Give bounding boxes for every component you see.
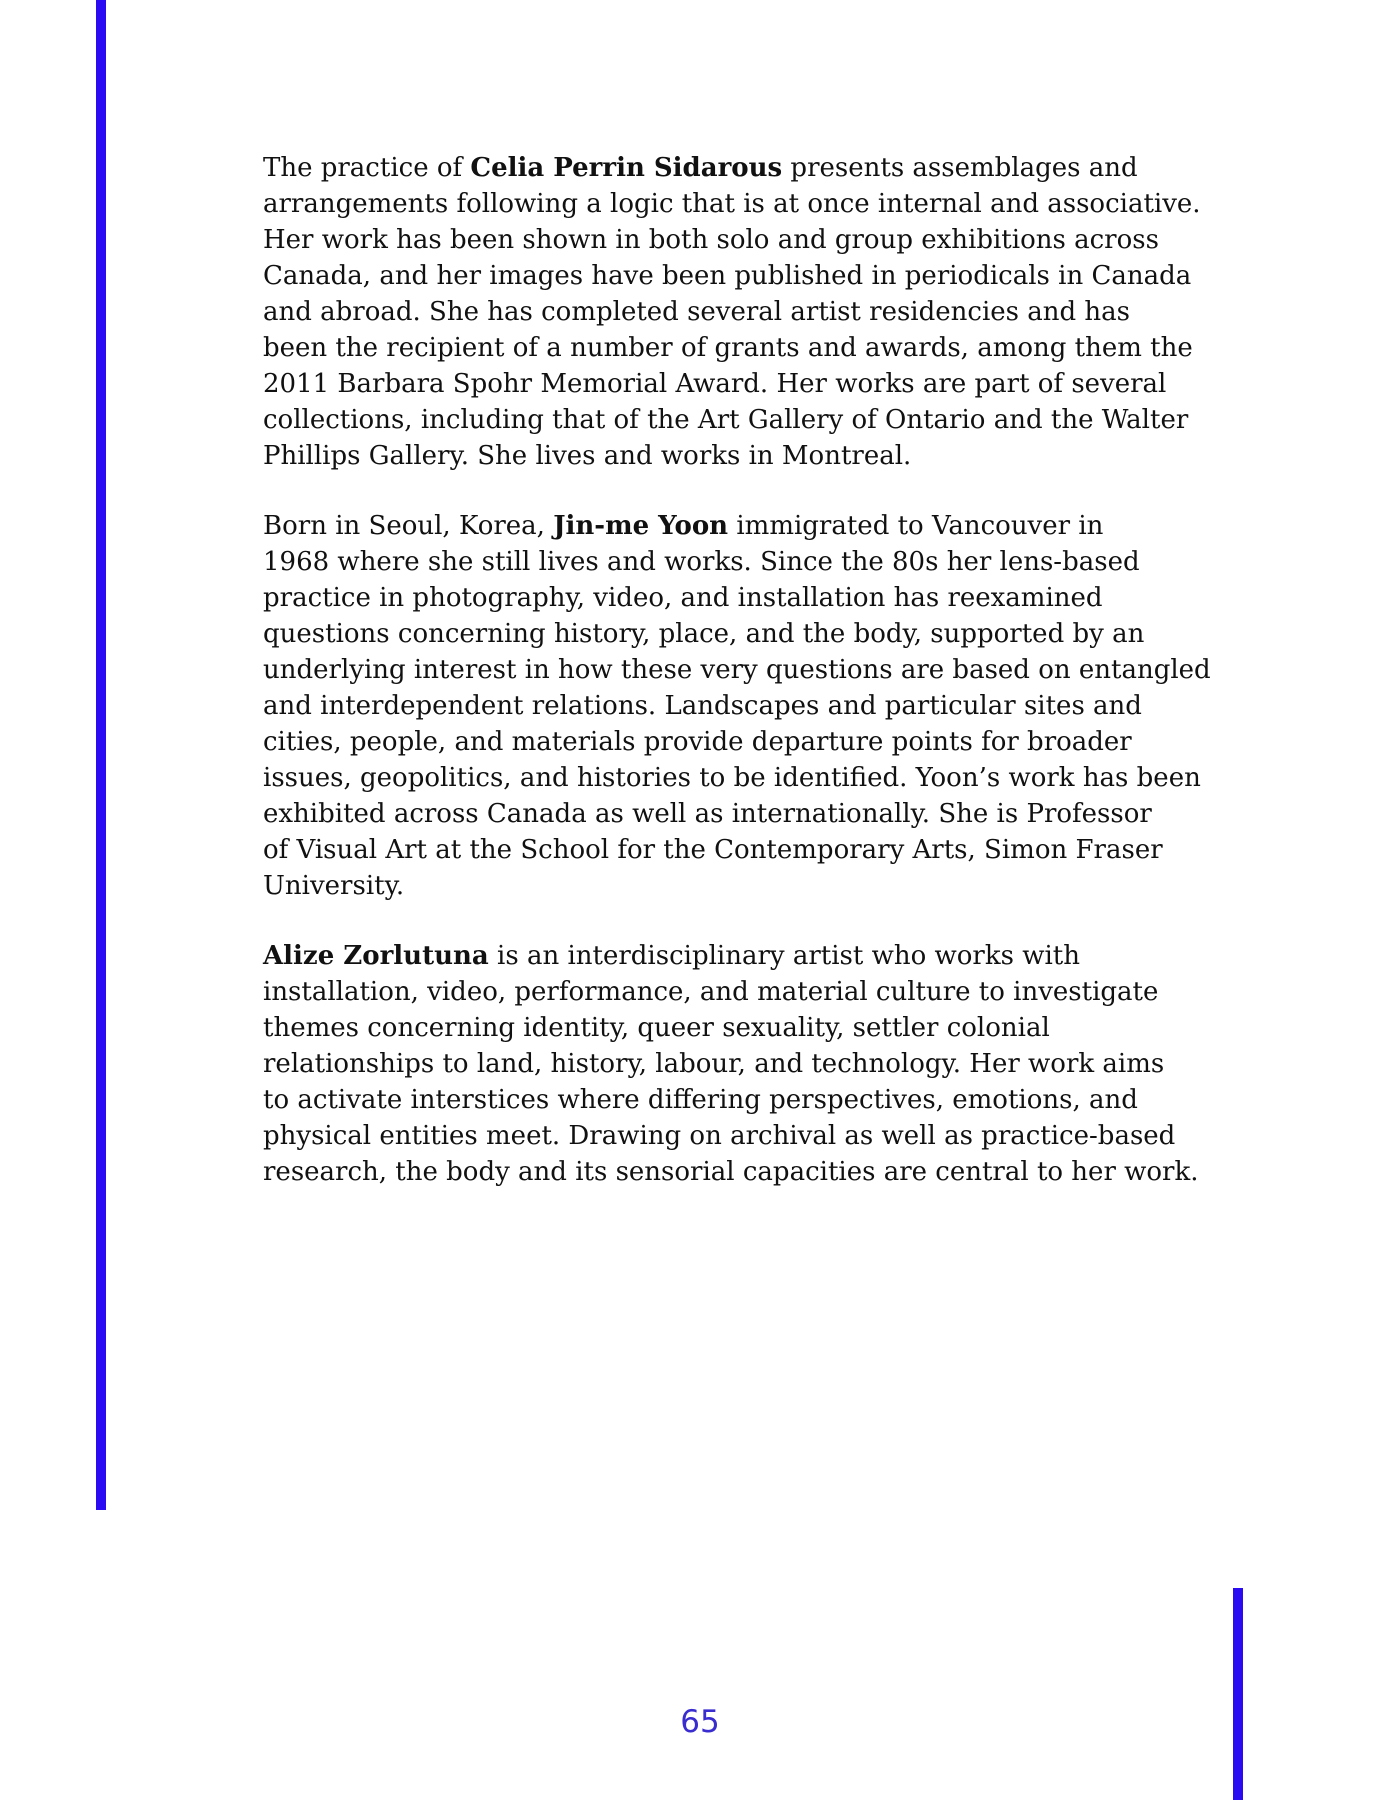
bio-line: cities, people, and materials provide departure points for broader [263,727,1132,757]
artist-name: Alize Zorlutuna [263,941,489,971]
bio-line: and interdependent relations. Landscapes and particular sites and [263,691,1142,721]
bio-line: Canada, and her images have been published in periodicals in Canada [263,261,1192,291]
bio-line: The practice of Celia Perrin Sidarous presents assemblages and [263,153,1138,183]
bio-line: been the recipient of a number of grants and awards, among them the [263,333,1193,363]
bio-line: exhibited across Canada as well as internationally. She is Professor [263,799,1152,829]
bio-line: questions concerning history, place, and the body, supported by an [263,619,1145,649]
bio-line: issues, geopolitics, and histories to be identified. Yoon’s work has been [263,763,1201,793]
bio-line: Phillips Gallery. She lives and works in Montreal. [263,441,912,471]
bio-paragraph [263,150,1263,474]
bio-paragraph [263,508,1263,904]
bio-line: research, the body and its sensorial capacities are central to her work. [263,1157,1199,1187]
bio-line: Alize Zorlutuna is an interdisciplinary artist who works with [263,941,1080,971]
right-accent-bar [1233,1588,1243,1800]
bio-line: practice in photography, video, and installation has reexamined [263,583,1103,613]
bio-line: physical entities meet. Drawing on archival as well as practice-based [263,1121,1176,1151]
bio-line: and abroad. She has completed several artist residencies and has [263,297,1131,327]
bio-line: University. [263,871,405,901]
bio-line: Her work has been shown in both solo and group exhibitions across [263,225,1159,255]
left-accent-bar [96,0,106,1510]
bio-line: installation, video, performance, and material culture to investigate [263,977,1159,1007]
bio-line: collections, including that of the Art Gallery of Ontario and the Walter [263,405,1189,435]
bio-line: to activate interstices where differing perspectives, emotions, and [263,1085,1138,1115]
artist-name: Jin-me Yoon [553,511,729,541]
bio-line: arrangements following a logic that is at once internal and associative. [263,189,1201,219]
bio-line: Born in Seoul, Korea, Jin-me Yoon immigrated to Vancouver in [263,511,1104,541]
artist-name: Celia Perrin Sidarous [470,153,783,183]
bio-line: themes concerning identity, queer sexuality, settler colonial [263,1013,1050,1043]
artist-bios [263,150,1263,1224]
page-number: 65 [680,1704,720,1740]
bio-line: relationships to land, history, labour, and technology. Her work aims [263,1049,1165,1079]
bio-line: 1968 where she still lives and works. Since the 80s her lens-based [263,547,1140,577]
bio-line: underlying interest in how these very questions are based on entangled [263,655,1211,685]
bio-paragraph [263,938,1263,1190]
bio-line: 2011 Barbara Spohr Memorial Award. Her works are part of several [263,369,1167,399]
bio-line: of Visual Art at the School for the Contemporary Arts, Simon Fraser [263,835,1163,865]
